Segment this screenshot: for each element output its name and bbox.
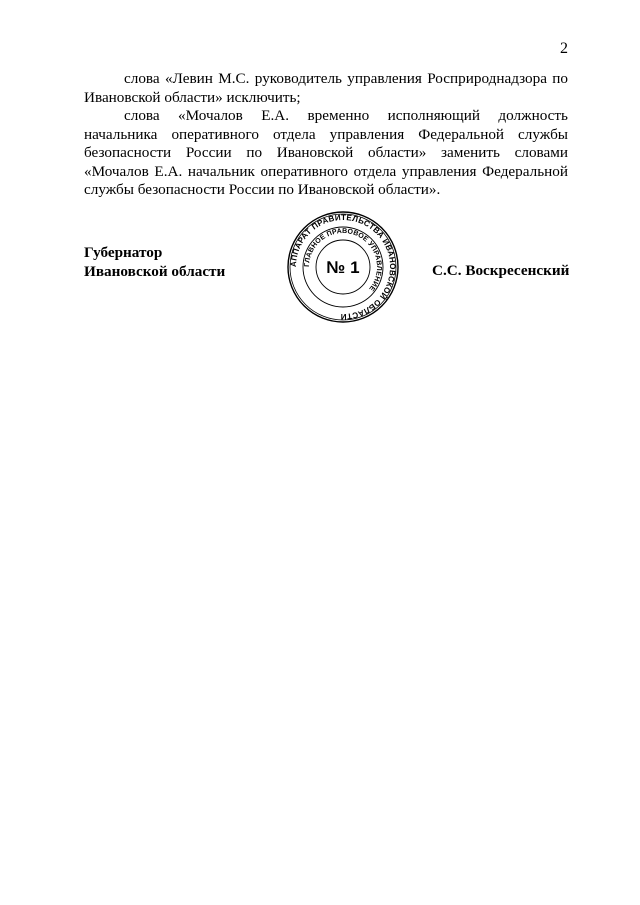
signature-position <box>84 244 225 281</box>
seal-graphic <box>286 210 400 324</box>
official-seal-stamp <box>286 210 400 324</box>
signature-name: С.С. Воскресенский <box>432 262 570 279</box>
signature-title-line-2: Ивановской области <box>84 262 226 280</box>
seal-center-number: № 1 <box>326 258 360 277</box>
seal-inner-text: ГЛАВНОЕ ПРАВОВОЕ УПРАВЛЕНИЕ <box>303 227 383 293</box>
paragraph-replace-mochalov: слова «Мочалов Е.А. временно исполняющий должность начальника оперативного отдела управления Федеральной службы безопасности России по Ивановской области» заменить словами «Мочалов Е.А. начальник оперативного отдела управления Федеральной службы безопасности России по Ивановской области». <box>84 107 568 198</box>
seal-outer-text: АППАРАТ ПРАВИТЕЛЬСТВА ИВАНОВСКОЙ ОБЛАСТИ <box>288 212 398 322</box>
signature-title-line-1: Губернатор <box>84 244 163 261</box>
paragraph-exclude-levin: слова «Левин М.С. руководитель управления Росприроднадзора по Ивановской области» исключить; <box>84 70 568 106</box>
document-body <box>84 70 568 200</box>
page-number: 2 <box>560 40 568 57</box>
